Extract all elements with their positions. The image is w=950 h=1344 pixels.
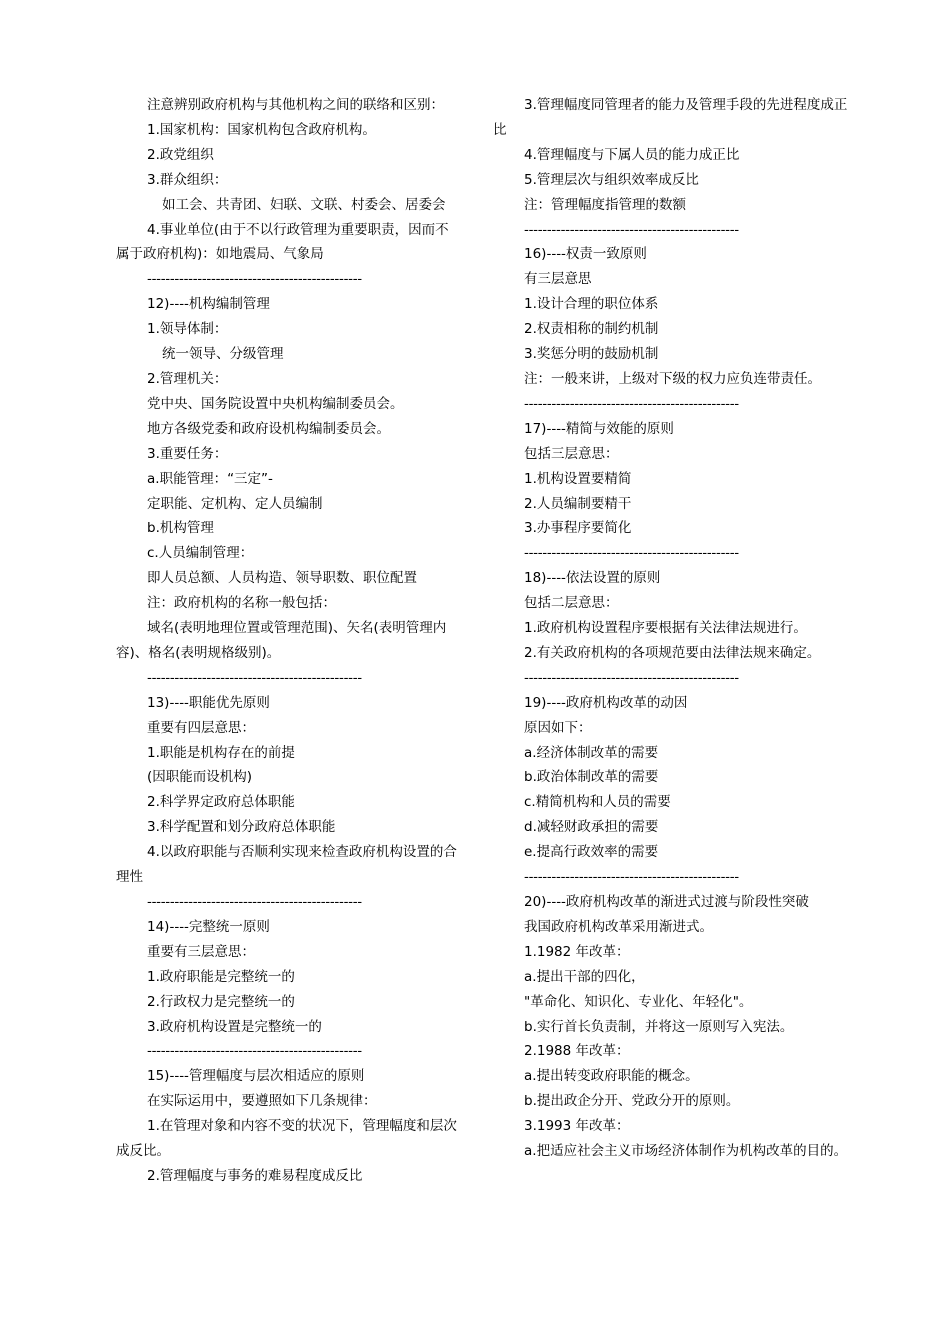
paragraph: 如工会、共青团、妇联、文联、村委会、居委会 (162, 196, 446, 213)
paragraph: b.实行首长负责制，并将这一原则写入宪法。 (524, 1018, 794, 1035)
paragraph: 14)----完整统一原则 (147, 918, 270, 935)
section-divider: ----------------------------------------------- (147, 1043, 362, 1060)
paragraph: 3.科学配置和划分政府总体职能 (147, 819, 336, 836)
paragraph: 2.权责相称的制约机制 (524, 321, 659, 338)
section-divider: ----------------------------------------------- (147, 271, 362, 288)
paragraph: b.提出政企分开、党政分开的原则。 (524, 1093, 740, 1110)
paragraph: 13)----职能优先原则 (147, 694, 270, 711)
paragraph: 包括三层意思： (524, 445, 619, 462)
paragraph: a.把适应社会主义市场经济体制作为机构改革的目的。 (524, 1143, 848, 1160)
paragraph: 1.政府机构设置程序要根据有关法律法规进行。 (524, 620, 807, 637)
paragraph: a.提出干部的四化， (524, 968, 645, 985)
section-divider: ----------------------------------------------- (524, 669, 739, 686)
paragraph: 20)----政府机构改革的渐进式过渡与阶段性突破 (524, 894, 809, 910)
paragraph: c.人员编制管理： (147, 545, 254, 562)
paragraph: 4.事业单位(由于不以行政管理为重要职责，因而不属于政府机构)：如地震局、气象局 (116, 221, 449, 263)
paragraph: 1.国家机构：国家机构包含政府机构。 (147, 121, 376, 138)
paragraph: 3.管理幅度同管理者的能力及管理手段的先进程度成正比 (493, 97, 848, 138)
paragraph: 17)----精简与效能的原则 (524, 420, 674, 437)
paragraph: e.提高行政效率的需要 (524, 844, 659, 861)
paragraph: 1.设计合理的职位体系 (524, 296, 659, 313)
paragraph: 重要有四层意思： (147, 719, 255, 736)
section-divider: ----------------------------------------------- (524, 545, 739, 562)
paragraph: 2.人员编制要精干 (524, 495, 632, 512)
paragraph: 党中央、国务院设置中央机构编制委员会。 (147, 395, 404, 412)
section-divider: ----------------------------------------------- (147, 894, 362, 910)
paragraph: 2.管理幅度与事务的难易程度成反比 (147, 1167, 363, 1184)
paragraph: 包括二层意思： (524, 595, 619, 612)
paragraph: 在实际运用中，要遵照如下几条规律： (147, 1093, 377, 1110)
paragraph: 3.重要任务： (147, 445, 228, 462)
paragraph: "革命化、知识化、专业化、年轻化"。 (524, 993, 753, 1010)
paragraph: 1.职能是机构存在的前提 (147, 744, 295, 761)
section-divider: ----------------------------------------------- (524, 869, 739, 886)
left-column (116, 93, 461, 1189)
paragraph: 2.管理机关： (147, 370, 228, 387)
paragraph: 注：一般来讲，上级对下级的权力应负连带责任。 (524, 370, 821, 387)
paragraph: 原因如下： (524, 719, 592, 736)
paragraph: 2.行政权力是完整统一的 (147, 993, 295, 1010)
paragraph: 3.1993 年改革： (524, 1118, 630, 1135)
paragraph: 域名(表明地理位置或管理范围)、矢名(表明管理内容)、格名(表明规格级别)。 (116, 620, 447, 661)
paragraph: 统一领导、分级管理 (162, 346, 284, 363)
paragraph: 定职能、定机构、定人员编制 (147, 495, 323, 512)
paragraph: 3.政府机构设置是完整统一的 (147, 1018, 322, 1035)
paragraph: 1.1982 年改革： (524, 943, 630, 960)
paragraph: 18)----依法设置的原则 (524, 570, 661, 587)
paragraph: 我国政府机构改革采用渐进式。 (524, 918, 713, 935)
paragraph: a.职能管理：“三定”- (147, 470, 273, 487)
paragraph: 2.有关政府机构的各项规范要由法律法规来确定。 (524, 644, 821, 661)
paragraph: 19)----政府机构改革的动因 (524, 694, 688, 711)
paragraph: 12)----机构编制管理 (147, 296, 270, 313)
section-divider: ----------------------------------------------- (524, 395, 739, 412)
paragraph: 5.管理层次与组织效率成反比 (524, 171, 699, 188)
paragraph: 即人员总额、人员构造、领导职数、职位配置 (147, 570, 417, 587)
paragraph: a.经济体制改革的需要 (524, 744, 659, 761)
paragraph: 4.以政府职能与否顺利实现来检查政府机构设置的合理性 (116, 844, 457, 886)
paragraph: (因职能而设机构) (147, 769, 253, 786)
paragraph: 注：政府机构的名称一般包括： (147, 595, 336, 612)
paragraph: 1.在管理对象和内容不变的状况下，管理幅度和层次成反比。 (116, 1118, 457, 1160)
paragraph: 3.奖惩分明的鼓励机制 (524, 346, 659, 363)
paragraph: 1.领导体制： (147, 321, 228, 338)
paragraph: 1.机构设置要精简 (524, 470, 632, 487)
paragraph: 注意辨别政府机构与其他机构之间的联络和区别： (147, 97, 444, 113)
paragraph: a.提出转变政府职能的概念。 (524, 1068, 699, 1085)
paragraph: c.精简机构和人员的需要 (524, 794, 671, 811)
paragraph: 2.1988 年改革： (524, 1043, 630, 1060)
paragraph: 15)----管理幅度与层次相适应的原则 (147, 1068, 365, 1085)
paragraph: 16)----权责一致原则 (524, 246, 647, 263)
paragraph: 3.办事程序要简化 (524, 520, 632, 537)
paragraph: 注：管理幅度指管理的数额 (524, 196, 686, 213)
paragraph: 有三层意思 (524, 271, 592, 288)
section-divider: ----------------------------------------------- (524, 221, 739, 238)
paragraph: 4.管理幅度与下属人员的能力成正比 (524, 146, 740, 163)
paragraph: 3.群众组织： (147, 171, 228, 188)
paragraph: b.政治体制改革的需要 (524, 769, 659, 786)
paragraph: 1.政府职能是完整统一的 (147, 968, 295, 985)
paragraph: b.机构管理 (147, 520, 214, 537)
paragraph: 2.政党组织 (147, 146, 214, 163)
paragraph: d.减轻财政承担的需要 (524, 819, 659, 836)
right-column (493, 93, 853, 1164)
paragraph: 地方各级党委和政府设机构编制委员会。 (147, 420, 390, 437)
section-divider: ----------------------------------------------- (147, 669, 362, 686)
paragraph: 重要有三层意思： (147, 943, 255, 960)
paragraph: 2.科学界定政府总体职能 (147, 794, 295, 811)
